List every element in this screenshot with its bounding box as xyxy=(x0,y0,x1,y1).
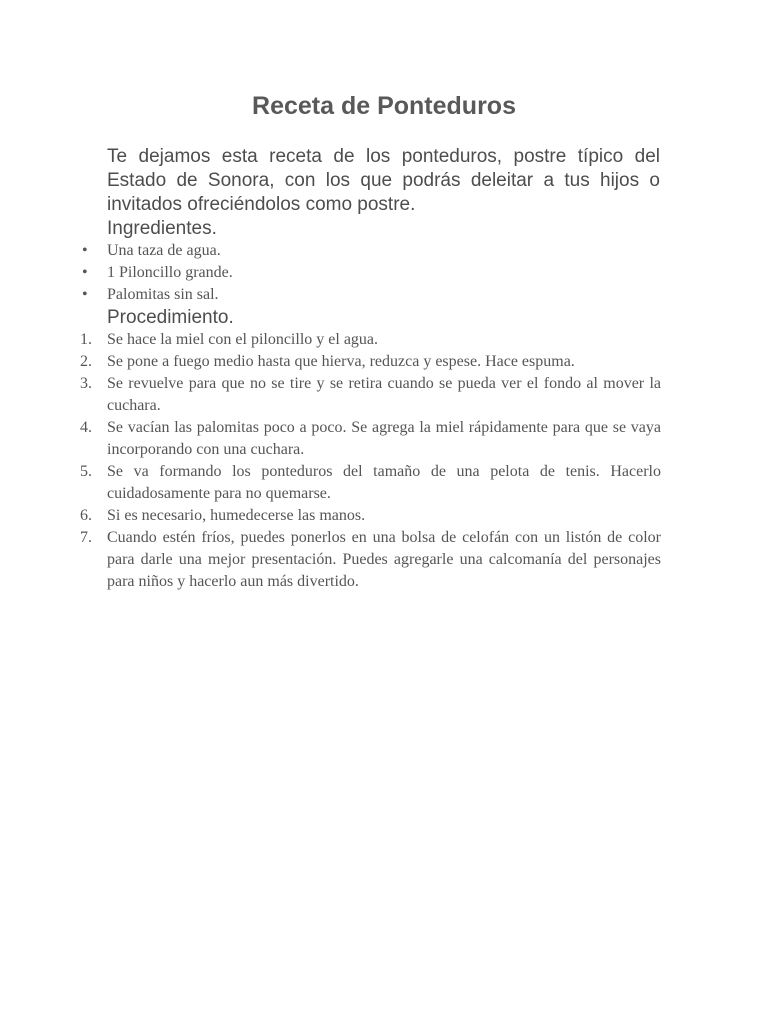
step-text: Cuando estén fríos, puedes ponerlos en una bolsa de celofán con un listón de color para darle una mejor presentación. Puedes agregarle una calcomanía del personajes para niños y hacerlo aun más divertido. xyxy=(107,529,661,590)
ingredient-item xyxy=(0,262,768,284)
procedure-heading: Procedimiento. xyxy=(107,307,234,328)
step-number: 1. xyxy=(80,331,92,348)
ingredients-heading: Ingredientes. xyxy=(107,218,217,239)
step-text: Se vacían las palomitas poco a poco. Se agrega la miel rápidamente para que se vaya incorporando con una cuchara. xyxy=(107,419,661,458)
procedure-step xyxy=(0,417,661,461)
step-number: 6. xyxy=(80,507,92,524)
ingredients-list xyxy=(0,240,768,306)
step-number: 2. xyxy=(80,353,92,370)
step-text: Se va formando los ponteduros del tamaño de una pelota de tenis. Hacerlo cuidadosamente para no quemarse. xyxy=(107,463,661,502)
bullet-icon: • xyxy=(82,242,88,259)
ingredient-text: Una taza de agua. xyxy=(107,242,221,259)
ingredient-text: 1 Piloncillo grande. xyxy=(107,264,233,281)
ingredient-item xyxy=(0,240,768,262)
step-number: 4. xyxy=(80,419,92,436)
step-number: 7. xyxy=(80,529,92,546)
step-text: Se hace la miel con el piloncillo y el agua. xyxy=(107,331,379,348)
ingredient-item xyxy=(0,284,768,306)
procedure-steps-list xyxy=(0,329,768,593)
procedure-step xyxy=(0,527,661,593)
page-title: Receta de Ponteduros xyxy=(252,92,516,120)
step-text: Si es necesario, humedecerse las manos. xyxy=(107,507,366,524)
procedure-step xyxy=(0,329,661,351)
step-text: Se revuelve para que no se tire y se retira cuando se pueda ver el fondo al mover la cuchara. xyxy=(107,375,661,414)
procedure-step xyxy=(0,351,661,373)
procedure-step xyxy=(0,373,661,417)
bullet-icon: • xyxy=(82,264,88,281)
procedure-step xyxy=(0,461,661,505)
procedure-step xyxy=(0,505,661,527)
step-number: 5. xyxy=(80,463,92,480)
bullet-icon: • xyxy=(82,286,88,303)
step-text: Se pone a fuego medio hasta que hierva, reduzca y espese. Hace espuma. xyxy=(107,353,575,370)
intro-paragraph: Te dejamos esta receta de los ponteduros, postre típico del Estado de Sonora, con los que podrás deleitar a tus hijos o invitados ofreciéndolos como postre. xyxy=(107,146,660,215)
ingredient-text: Palomitas sin sal. xyxy=(107,286,219,303)
step-number: 3. xyxy=(80,375,92,392)
